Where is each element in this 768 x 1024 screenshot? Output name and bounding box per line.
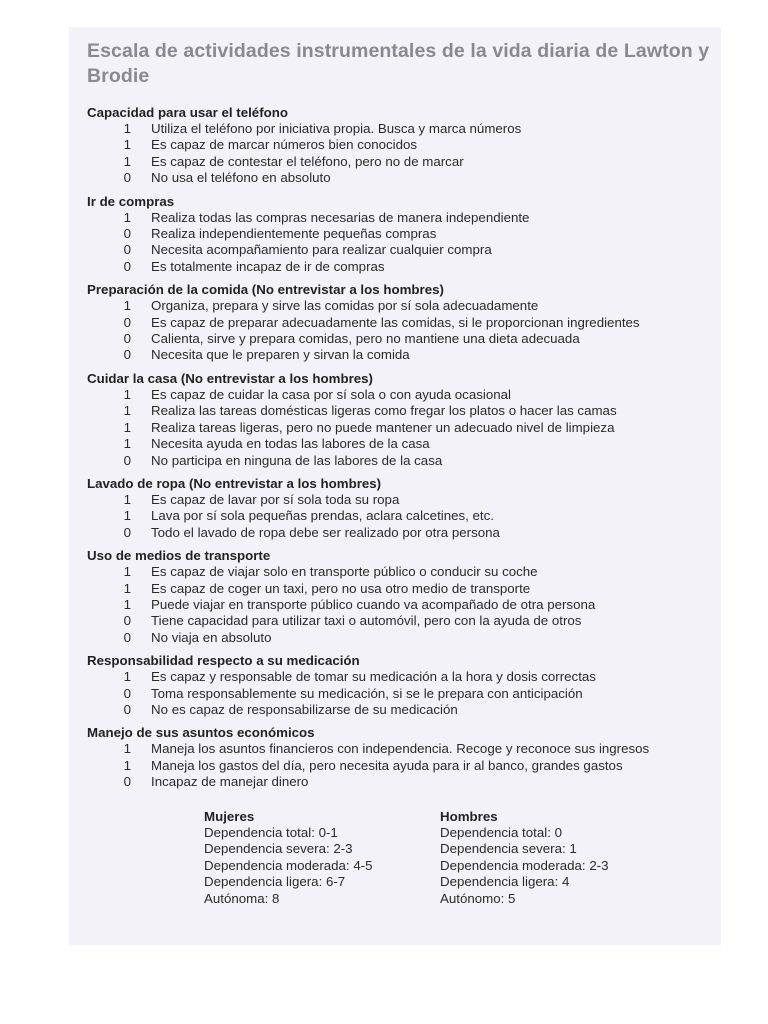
scale-item xyxy=(87,121,721,137)
item-score: 1 xyxy=(123,436,131,452)
item-score: 1 xyxy=(123,669,131,685)
scale-item xyxy=(87,420,721,436)
scale-item xyxy=(87,259,721,275)
scanned-page xyxy=(69,27,721,945)
item-score: 0 xyxy=(123,524,131,540)
item-text: Necesita acompañamiento para realizar cualquier compra xyxy=(151,242,492,258)
section-title: Ir de compras xyxy=(87,193,175,209)
item-text: No es capaz de responsabilizarse de su medicación xyxy=(151,701,458,717)
item-text: No usa el teléfono en absoluto xyxy=(151,170,331,186)
item-text: Es capaz de viajar solo en transporte público o conducir su coche xyxy=(151,564,538,580)
item-score: 0 xyxy=(123,629,131,645)
item-text: Maneja los gastos del día, pero necesita ayuda para ir al banco, grandes gastos xyxy=(151,757,623,773)
scale-item xyxy=(87,758,721,774)
scale-section xyxy=(87,725,721,790)
scale-item xyxy=(87,508,721,524)
item-text: Realiza las tareas domésticas ligeras como fregar los platos o hacer las camas xyxy=(151,403,617,419)
item-score: 1 xyxy=(123,419,131,435)
scale-section xyxy=(87,371,721,469)
result-line: Dependencia moderada: 2-3 xyxy=(440,857,609,873)
scale-item xyxy=(87,298,721,314)
item-text: Toma responsablemente su medicación, si se le prepara con anticipación xyxy=(151,685,583,701)
scale-item xyxy=(87,669,721,685)
scale-section xyxy=(87,476,721,541)
scale-item xyxy=(87,564,721,580)
results-hombres xyxy=(440,809,676,907)
item-text: Realiza independientemente pequeñas compras xyxy=(151,226,437,242)
scale-item xyxy=(87,331,721,347)
item-text: No viaja en absoluto xyxy=(151,629,272,645)
item-text: Es capaz y responsable de tomar su medicación a la hora y dosis correctas xyxy=(151,669,596,685)
results-table xyxy=(87,809,721,907)
scale-item xyxy=(87,686,721,702)
section-title: Uso de medios de transporte xyxy=(87,548,271,564)
scale-item xyxy=(87,453,721,469)
scale-item xyxy=(87,315,721,331)
item-score: 0 xyxy=(123,685,131,701)
item-text: No participa en ninguna de las labores de la casa xyxy=(151,452,443,468)
item-score: 0 xyxy=(123,774,131,790)
scale-item xyxy=(87,226,721,242)
item-score: 0 xyxy=(123,242,131,258)
result-line: Dependencia moderada: 4-5 xyxy=(204,857,373,873)
results-mujeres-title: Mujeres xyxy=(204,808,255,824)
item-text: Es capaz de preparar adecuadamente las comidas, si le proporcionan ingredientes xyxy=(151,314,640,330)
scale-item xyxy=(87,525,721,541)
item-score: 0 xyxy=(123,258,131,274)
results-mujeres xyxy=(204,809,440,907)
item-text: Organiza, prepara y sirve las comidas por sí sola adecuadamente xyxy=(151,298,539,314)
item-score: 1 xyxy=(123,757,131,773)
item-score: 0 xyxy=(123,347,131,363)
item-score: 1 xyxy=(123,564,131,580)
item-score: 1 xyxy=(123,298,131,314)
item-text: Maneja los asuntos financieros con independencia. Recoge y reconoce sus ingresos xyxy=(151,741,650,757)
item-text: Tiene capacidad para utilizar taxi o automóvil, pero con la ayuda de otros xyxy=(151,613,582,629)
scale-item xyxy=(87,774,721,790)
item-score: 0 xyxy=(123,314,131,330)
item-score: 0 xyxy=(123,613,131,629)
scale-item xyxy=(87,492,721,508)
scale-item xyxy=(87,436,721,452)
item-text: Realiza tareas ligeras, pero no puede mantener un adecuado nivel de limpieza xyxy=(151,419,615,435)
result-line: Autónoma: 8 xyxy=(204,890,280,906)
scale-section xyxy=(87,282,721,364)
item-text: Todo el lavado de ropa debe ser realizado por otra persona xyxy=(151,524,500,540)
item-score: 1 xyxy=(123,209,131,225)
scale-item xyxy=(87,137,721,153)
scale-item xyxy=(87,613,721,629)
item-text: Incapaz de manejar dinero xyxy=(151,774,309,790)
scale-item xyxy=(87,597,721,613)
item-score: 0 xyxy=(123,452,131,468)
item-score: 1 xyxy=(123,580,131,596)
item-score: 1 xyxy=(123,403,131,419)
scale-item xyxy=(87,403,721,419)
section-title: Lavado de ropa (No entrevistar a los hombres) xyxy=(87,475,382,491)
item-text: Calienta, sirve y prepara comidas, pero no mantiene una dieta adecuada xyxy=(151,331,580,347)
item-score: 1 xyxy=(123,386,131,402)
item-score: 1 xyxy=(123,491,131,507)
result-line: Dependencia ligera: 4 xyxy=(440,874,570,890)
scale-item xyxy=(87,387,721,403)
scale-item xyxy=(87,170,721,186)
scale-section xyxy=(87,105,721,187)
result-line: Dependencia severa: 2-3 xyxy=(204,841,353,857)
item-text: Es capaz de marcar números bien conocidos xyxy=(151,137,418,153)
scale-section xyxy=(87,653,721,718)
item-score: 0 xyxy=(123,331,131,347)
section-title: Preparación de la comida (No entrevistar a los hombres) xyxy=(87,282,444,298)
item-score: 1 xyxy=(123,137,131,153)
item-score: 1 xyxy=(123,741,131,757)
results-hombres-title: Hombres xyxy=(440,808,498,824)
item-score: 1 xyxy=(123,596,131,612)
scale-item xyxy=(87,242,721,258)
item-score: 0 xyxy=(123,170,131,186)
item-text: Es capaz de cuidar la casa por sí sola o con ayuda ocasional xyxy=(151,386,511,402)
result-line: Dependencia total: 0 xyxy=(440,825,562,840)
item-text: Utiliza el teléfono por iniciativa propia. Busca y marca números xyxy=(151,121,522,136)
item-text: Lava por sí sola pequeñas prendas, aclara calcetines, etc. xyxy=(151,508,494,524)
scale-section xyxy=(87,548,721,646)
scale-item xyxy=(87,630,721,646)
item-text: Es capaz de contestar el teléfono, pero no de marcar xyxy=(151,153,464,169)
scale-item xyxy=(87,581,721,597)
item-score: 1 xyxy=(123,153,131,169)
section-title: Manejo de sus asuntos económicos xyxy=(87,725,315,741)
scale-item xyxy=(87,347,721,363)
item-score: 0 xyxy=(123,701,131,717)
document-title: Escala de actividades instrumentales de la vida diaria de Lawton y Brodie xyxy=(87,40,710,87)
section-title: Capacidad para usar el teléfono xyxy=(87,105,288,120)
scale-section xyxy=(87,194,721,276)
scale-sections xyxy=(87,105,721,791)
scale-item xyxy=(87,210,721,226)
scale-item xyxy=(87,702,721,718)
item-text: Realiza todas las compras necesarias de manera independiente xyxy=(151,209,530,225)
result-line: Autónomo: 5 xyxy=(440,890,516,906)
item-score: 1 xyxy=(123,121,131,136)
result-line: Dependencia ligera: 6-7 xyxy=(204,874,346,890)
item-text: Es totalmente incapaz de ir de compras xyxy=(151,258,385,274)
section-title: Cuidar la casa (No entrevistar a los hombres) xyxy=(87,370,373,386)
item-text: Es capaz de lavar por sí sola toda su ropa xyxy=(151,491,400,507)
item-text: Necesita que le preparen y sirvan la comida xyxy=(151,347,410,363)
item-text: Es capaz de coger un taxi, pero no usa otro medio de transporte xyxy=(151,580,531,596)
scale-item xyxy=(87,154,721,170)
item-score: 0 xyxy=(123,226,131,242)
item-text: Puede viajar en transporte público cuando va acompañado de otra persona xyxy=(151,596,596,612)
item-score: 1 xyxy=(123,508,131,524)
section-title: Responsabilidad respecto a su medicación xyxy=(87,653,360,669)
result-line: Dependencia severa: 1 xyxy=(440,841,577,857)
scale-item xyxy=(87,741,721,757)
result-line: Dependencia total: 0-1 xyxy=(204,825,338,840)
item-text: Necesita ayuda en todas las labores de la casa xyxy=(151,436,430,452)
